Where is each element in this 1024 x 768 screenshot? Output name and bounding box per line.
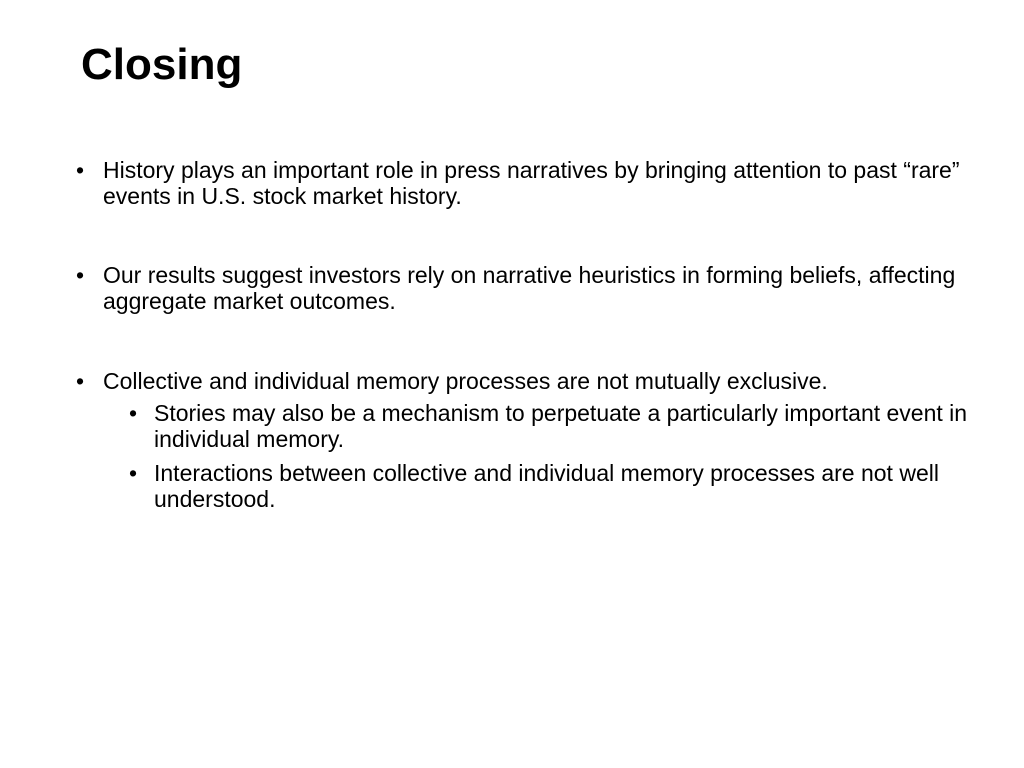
sub-bullet-item: [103, 460, 969, 512]
slide-title: Closing: [81, 40, 243, 89]
sub-bullet-text: Interactions between collective and individual memory processes are not well understood.: [154, 460, 939, 512]
sub-bullet-text: Stories may also be a mechanism to perpetuate a particularly important event in individual memory.: [154, 400, 968, 452]
sub-bullet-icon: •: [129, 460, 138, 486]
sub-bullet-icon: •: [129, 400, 138, 426]
sub-bullet-item: [103, 400, 969, 452]
bullet-icon: •: [76, 157, 85, 183]
bullet-icon: •: [76, 368, 85, 394]
bullet-item: [0, 368, 968, 512]
sub-bullet-list: [103, 400, 968, 512]
bullet-text: History plays an important role in press narratives by bringing attention to past “rare” events in U.S. stock market history.: [103, 157, 960, 209]
bullet-item: [0, 262, 963, 314]
bullet-icon: •: [76, 262, 85, 288]
bullet-item: [0, 157, 963, 209]
bullet-text: Our results suggest investors rely on narrative heuristics in forming beliefs, affecting aggregate market outcomes.: [103, 262, 956, 314]
bullet-text: Collective and individual memory processes are not mutually exclusive.: [103, 368, 828, 394]
bullet-list: [0, 157, 1024, 520]
